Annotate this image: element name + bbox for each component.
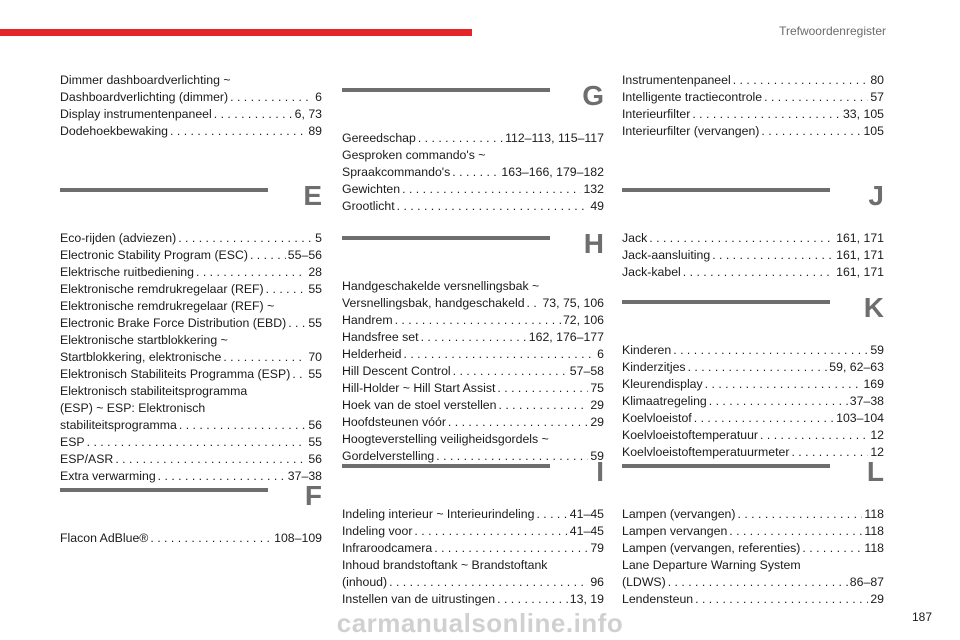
- dot-leader: [292, 366, 306, 383]
- index-entry-continuation: Dimmer dashboardverlichting ~: [60, 73, 231, 87]
- index-entry-pages: 56: [308, 452, 322, 466]
- index-entry-continuation: Elektronisch stabiliteitsprogramma (ESP) ~ ESP: Elektronisch: [60, 384, 248, 415]
- index-entry-label: Lampen vervangen: [622, 524, 728, 538]
- index-entry-continuation: Lane Departure Warning System: [622, 558, 801, 572]
- index-entry-pages: 79: [590, 541, 604, 555]
- dot-leader: [536, 506, 567, 523]
- dot-leader: [179, 417, 306, 434]
- index-entry: [342, 181, 604, 198]
- page-header-title: Trefwoordenregister: [779, 24, 886, 38]
- index-entry: [622, 393, 884, 410]
- index-entry-pages: 86–87: [849, 575, 884, 589]
- index-entry-label: Hoek van de stoel verstellen: [342, 398, 497, 412]
- index-entry-pages: 96: [590, 575, 604, 589]
- section-letter: J: [868, 180, 884, 211]
- index-entry-pages: 29: [870, 592, 884, 606]
- dot-leader: [649, 230, 834, 247]
- index-entry-label: Lampen (vervangen): [622, 507, 736, 521]
- index-entry-label: Kinderen: [622, 343, 672, 357]
- dot-leader: [266, 281, 307, 298]
- index-entry-label: Jack-kabel: [622, 265, 681, 279]
- index-entry: [60, 315, 322, 332]
- index-entry-pages: 59: [870, 343, 884, 357]
- index-entry-label: Lendensteun: [622, 592, 694, 606]
- section-header: [622, 458, 884, 500]
- index-entry-label: Klimaatregeling: [622, 394, 707, 408]
- index-entry: [342, 414, 604, 431]
- dot-leader: [434, 540, 588, 557]
- index-entry: [60, 230, 322, 247]
- index-entry-pages: 161, 171: [836, 265, 884, 279]
- index-entry-pages: 163–166, 179–182: [501, 165, 604, 179]
- index-section-j: [622, 172, 884, 281]
- index-section-i: [342, 448, 604, 608]
- dot-leader: [668, 574, 848, 591]
- section-divider: [622, 300, 830, 304]
- index-entry-label: ESP: [60, 435, 85, 449]
- index-entry-label: Indeling voor: [342, 524, 413, 538]
- index-entry-label: Intelligente tractiecontrole: [622, 90, 763, 104]
- dot-leader: [452, 164, 499, 181]
- index-entry-continuation: Elektronische startblokkering ~: [60, 333, 228, 347]
- dot-leader: [178, 230, 313, 247]
- index-entry-pages: 55: [308, 316, 322, 330]
- dot-leader: [705, 376, 862, 393]
- index-entry-pages: 6: [597, 347, 604, 361]
- index-entry-pages: 6, 73: [294, 107, 322, 121]
- index-entry-label: Elektrische ruitbediening: [60, 265, 194, 279]
- dot-leader: [673, 342, 868, 359]
- dot-leader: [214, 106, 293, 123]
- dot-leader: [250, 247, 286, 264]
- index-entry-label: Grootlicht: [342, 199, 395, 213]
- dot-leader: [453, 363, 568, 380]
- index-entry-label: Extra verwarming: [60, 469, 156, 483]
- index-entry-pages: 49: [590, 199, 604, 213]
- dot-leader: [397, 198, 589, 215]
- index-entry: [622, 247, 884, 264]
- index-entry-pages: 41–45: [569, 524, 604, 538]
- index-entry-pages: 72, 106: [562, 313, 604, 327]
- index-entry-label: Lampen (vervangen, referenties): [622, 541, 801, 555]
- index-entry: [60, 530, 322, 547]
- dot-leader: [418, 130, 503, 147]
- section-letter: F: [304, 480, 322, 511]
- index-entry-continuation: Gesproken commando's ~: [342, 148, 486, 162]
- index-entry-pages: 55–56: [287, 248, 322, 262]
- section-letter: H: [583, 228, 604, 259]
- dot-leader: [712, 247, 834, 264]
- section-header: [342, 230, 604, 272]
- index-entry-label: Jack: [622, 231, 648, 245]
- index-entry: [622, 410, 884, 427]
- index-entry: [622, 230, 884, 247]
- index-section-continued: [622, 72, 884, 140]
- section-letter: K: [863, 292, 884, 323]
- index-entry: [342, 130, 604, 147]
- index-entry-label: Instrumentenpaneel: [622, 73, 731, 87]
- index-entry-pages: 57–58: [569, 364, 604, 378]
- index-entry-label: Flacon AdBlue®: [60, 531, 149, 545]
- index-entry-pages: 89: [308, 124, 322, 138]
- index-entry-pages: 37–38: [849, 394, 884, 408]
- index-entry-pages: 132: [583, 182, 604, 196]
- dot-leader: [414, 523, 567, 540]
- index-entry-pages: 12: [870, 428, 884, 442]
- index-entry-label: Dodehoekbewaking: [60, 124, 169, 138]
- dot-leader: [395, 312, 561, 329]
- header-accent-bar: [0, 29, 472, 36]
- section-divider: [622, 188, 830, 192]
- index-entry-label: Hill-Holder ~ Hill Start Assist: [342, 381, 496, 395]
- index-entry: [622, 540, 884, 557]
- index-entry-label: ESP/ASR: [60, 452, 114, 466]
- index-entry: [622, 506, 884, 523]
- index-section-l: [622, 448, 884, 608]
- index-entry-pages: 33, 105: [842, 107, 884, 121]
- index-section-e: [60, 172, 322, 485]
- index-section-k: [622, 284, 884, 461]
- index-entry: [342, 346, 604, 363]
- index-entry: [622, 264, 884, 281]
- dot-leader: [709, 393, 848, 410]
- index-entry: [342, 380, 604, 397]
- index-entry-pages: 112–113, 115–117: [505, 131, 604, 145]
- index-entry-pages: 13, 19: [569, 592, 604, 606]
- index-entry-label: Hoofdsteunen vóór: [342, 415, 446, 429]
- section-divider: [342, 236, 550, 240]
- index-entry: [342, 397, 604, 414]
- section-divider: [60, 488, 268, 492]
- index-entry: [622, 523, 884, 540]
- dot-leader: [760, 427, 868, 444]
- section-header: [622, 182, 884, 224]
- index-entry-label: stabiliteitsprogramma: [60, 418, 177, 432]
- dot-leader: [683, 264, 834, 281]
- index-entry-label: Dashboardverlichting (dimmer): [60, 90, 229, 104]
- section-letter: E: [303, 180, 322, 211]
- section-divider: [622, 464, 830, 468]
- index-entry: [622, 106, 884, 123]
- dot-leader: [402, 181, 581, 198]
- index-entry: [622, 359, 884, 376]
- index-entry-label: Koelvloeistoftemperatuurmeter: [622, 445, 790, 459]
- dot-leader: [196, 264, 306, 281]
- index-entry-label: Startblokkering, elektronische: [60, 350, 222, 364]
- dot-leader: [497, 380, 588, 397]
- index-entry: [342, 591, 604, 608]
- index-entry-pages: 162, 176–177: [528, 330, 604, 344]
- index-entry: [622, 376, 884, 393]
- index-entry-label: Helderheid: [342, 347, 402, 361]
- section-letter: G: [582, 80, 604, 111]
- index-entry: [60, 417, 322, 434]
- index-entry-continuation: Elektronische remdrukregelaar (REF) ~: [60, 299, 275, 313]
- index-entry-pages: 37–38: [287, 469, 322, 483]
- index-entry: [342, 198, 604, 215]
- index-entry: [60, 366, 322, 383]
- index-entry: [60, 281, 322, 298]
- dot-leader: [170, 123, 306, 140]
- index-entry-pages: 118: [864, 524, 884, 538]
- index-entry-pages: 118: [864, 507, 884, 521]
- dot-leader: [87, 434, 307, 451]
- index-entry-pages: 108–109: [274, 531, 322, 545]
- index-entry-pages: 169: [863, 377, 884, 391]
- index-entry-pages: 29: [590, 398, 604, 412]
- index-entry-label: Electronic Brake Force Distribution (EBD): [60, 316, 287, 330]
- section-divider: [60, 188, 268, 192]
- index-entry: [342, 363, 604, 380]
- index-entry: [342, 574, 604, 591]
- index-entry-pages: 105: [863, 124, 884, 138]
- index-entry-pages: 70: [308, 350, 322, 364]
- index-entry-pages: 28: [308, 265, 322, 279]
- index-entry-continuation: Hoogteverstelling veiligheidsgordels ~: [342, 432, 549, 446]
- section-header: [60, 182, 322, 224]
- index-entry: [60, 123, 322, 140]
- index-entry-pages: 29: [590, 415, 604, 429]
- dot-leader: [527, 295, 541, 312]
- index-entry-label: Indeling interieur ~ Interieurindeling: [342, 507, 535, 521]
- index-entry-label: Eco-rijden (adviezen): [60, 231, 177, 245]
- index-entry-label: Spraakcommando's: [342, 165, 451, 179]
- section-header: [622, 294, 884, 336]
- index-entry: [60, 89, 322, 106]
- index-entry-pages: 103–104: [836, 411, 884, 425]
- index-entry-continuation: Inhoud brandstoftank ~ Brandstoftank: [342, 558, 548, 572]
- dot-leader: [694, 410, 834, 427]
- dot-leader: [695, 591, 868, 608]
- dot-leader: [497, 591, 568, 608]
- index-entry: [342, 329, 604, 346]
- index-entry-label: Koelvloeistof: [622, 411, 692, 425]
- index-entry: [60, 451, 322, 468]
- index-entry: [60, 106, 322, 123]
- index-entry-label: Hill Descent Control: [342, 364, 451, 378]
- index-entry-pages: 59: [590, 449, 604, 463]
- index-entry-pages: 6: [315, 90, 322, 104]
- dot-leader: [761, 123, 861, 140]
- index-entry-label: (inhoud): [342, 575, 388, 589]
- dot-leader: [448, 414, 588, 431]
- index-entry-pages: 55: [308, 282, 322, 296]
- dot-leader: [288, 315, 306, 332]
- index-entry: [60, 247, 322, 264]
- dot-leader: [403, 346, 595, 363]
- index-entry-continuation: Handgeschakelde versnellingsbak ~: [342, 279, 540, 293]
- index-section-h: [342, 220, 604, 465]
- dot-leader: [802, 540, 862, 557]
- index-entry: [60, 264, 322, 281]
- index-entry: [342, 523, 604, 540]
- index-entry-label: Elektronisch Stabiliteits Programma (ESP): [60, 367, 291, 381]
- index-entry: [342, 295, 604, 312]
- dot-leader: [737, 506, 862, 523]
- page-number: 187: [911, 610, 932, 624]
- index-entry-label: Display instrumentenpaneel: [60, 107, 212, 121]
- section-letter: I: [596, 456, 604, 487]
- index-entry-pages: 161, 171: [836, 231, 884, 245]
- index-entry-label: Interieurfilter (vervangen): [622, 124, 760, 138]
- dot-leader: [692, 106, 841, 123]
- section-header: [60, 482, 322, 524]
- section-divider: [342, 88, 550, 92]
- index-entry-label: Kinderzitjes: [622, 360, 686, 374]
- index-entry: [60, 349, 322, 366]
- index-entry-label: Handrem: [342, 313, 393, 327]
- section-divider: [342, 464, 550, 468]
- index-entry-label: Koelvloeistoftemperatuur: [622, 428, 759, 442]
- index-entry-label: Electronic Stability Program (ESC): [60, 248, 248, 262]
- index-entry-pages: 73, 75, 106: [542, 296, 604, 310]
- index-entry-label: Gewichten: [342, 182, 401, 196]
- index-entry-pages: 55: [308, 367, 322, 381]
- index-entry-pages: 12: [870, 445, 884, 459]
- index-entry-label: Jack-aansluiting: [622, 248, 711, 262]
- index-entry: [622, 89, 884, 106]
- index-entry: [342, 312, 604, 329]
- index-entry: [622, 591, 884, 608]
- index-section-continued: [60, 72, 322, 140]
- index-entry-label: Instellen van de uitrustingen: [342, 592, 496, 606]
- watermark: carmanualsonline.info: [336, 608, 624, 638]
- index-entry-label: Versnellingsbak, handgeschakeld: [342, 296, 525, 310]
- dot-leader: [115, 451, 306, 468]
- index-section-g: [342, 72, 604, 215]
- index-entry: [622, 574, 884, 591]
- dot-leader: [498, 397, 588, 414]
- index-entry-pages: 56: [308, 418, 322, 432]
- index-entry-pages: 118: [864, 541, 884, 555]
- index-entry-label: Gordelverstelling: [342, 449, 435, 463]
- index-entry: [60, 434, 322, 451]
- index-entry-label: Kleurendisplay: [622, 377, 703, 391]
- index-entry-pages: 80: [870, 73, 884, 87]
- index-entry-label: Gereedschap: [342, 131, 416, 145]
- section-header: [342, 458, 604, 500]
- index-entry: [622, 72, 884, 89]
- index-entry-label: (LDWS): [622, 575, 666, 589]
- dot-leader: [230, 89, 313, 106]
- index-entry: [622, 427, 884, 444]
- dot-leader: [688, 359, 828, 376]
- section-letter: L: [866, 456, 884, 487]
- index-entry: [622, 123, 884, 140]
- section-header: [342, 82, 604, 124]
- index-section-f: [60, 472, 322, 547]
- index-entry-pages: 75: [590, 381, 604, 395]
- dot-leader: [389, 574, 588, 591]
- index-entry-label: Infraroodcamera: [342, 541, 433, 555]
- dot-leader: [223, 349, 306, 366]
- index-entry: [342, 164, 604, 181]
- index-entry-pages: 161, 171: [836, 248, 884, 262]
- index-entry-pages: 5: [315, 231, 322, 245]
- dot-leader: [150, 530, 272, 547]
- index-entry: [342, 506, 604, 523]
- index-entry-pages: 57: [870, 90, 884, 104]
- dot-leader: [733, 72, 869, 89]
- index-entry-pages: 41–45: [569, 507, 604, 521]
- dot-leader: [764, 89, 868, 106]
- index-entry-label: Elektronische remdrukregelaar (REF): [60, 282, 264, 296]
- index-entry-label: Interieurfilter: [622, 107, 691, 121]
- index-entry-label: Handsfree set: [342, 330, 419, 344]
- index-entry: [342, 540, 604, 557]
- index-entry-pages: 59, 62–63: [829, 360, 884, 374]
- index-entry: [622, 342, 884, 359]
- index-entry-pages: 55: [308, 435, 322, 449]
- dot-leader: [729, 523, 862, 540]
- dot-leader: [421, 329, 527, 346]
